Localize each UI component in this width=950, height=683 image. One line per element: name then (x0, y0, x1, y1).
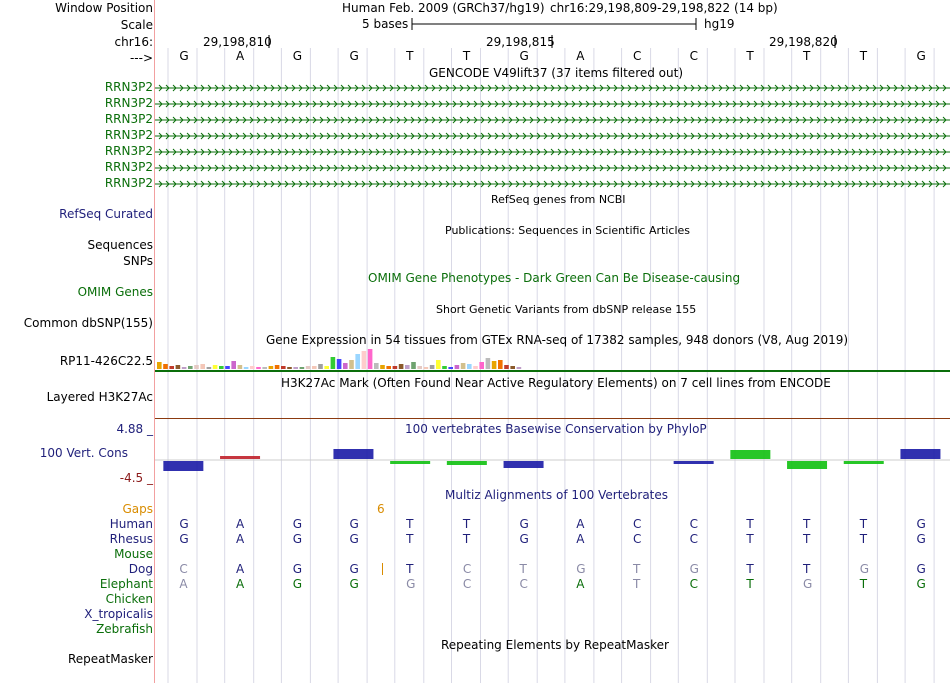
species-label[interactable]: Rhesus (109, 532, 153, 546)
chrom-label: chr16: (114, 35, 153, 49)
gtex-tissue-bar[interactable] (244, 367, 249, 369)
reference-base: T (746, 49, 754, 63)
aligned-base: G (349, 562, 359, 576)
gtex-tissue-bar[interactable] (455, 365, 460, 369)
gtex-tissue-bar[interactable] (498, 360, 503, 369)
dbsnp-title: Short Genetic Variants from dbSNP release 155 (436, 303, 697, 316)
gtex-tissue-bar[interactable] (424, 367, 429, 369)
h3k27-title: H3K27Ac Mark (Often Found Near Active Regulatory Elements) on 7 cell lines from ENCODE (281, 376, 831, 390)
species-label[interactable]: Mouse (114, 547, 153, 561)
aligned-base: G (916, 532, 926, 546)
reference-base: G (349, 49, 359, 63)
gtex-tissue-bar[interactable] (368, 349, 373, 369)
aligned-base: T (859, 517, 868, 531)
gtex-tissue-bar[interactable] (269, 366, 274, 369)
reference-base: T (462, 49, 471, 63)
coord-tick-1: 29,198,810 (203, 35, 272, 49)
assembly-name: Human Feb. 2009 (GRCh37/hg19) (342, 1, 545, 15)
aligned-base: T (746, 562, 754, 576)
gtex-tissue-bar[interactable] (163, 364, 168, 369)
aligned-base: A (236, 517, 245, 531)
aligned-base: A (576, 517, 585, 531)
aligned-base: G (519, 517, 529, 531)
aligned-base: T (462, 517, 471, 531)
aligned-base: A (236, 532, 245, 546)
gtex-tissue-bar[interactable] (300, 367, 305, 369)
gtex-tissue-bar[interactable] (486, 358, 491, 369)
gtex-tissue-bar[interactable] (448, 367, 453, 369)
gtex-tissue-bar[interactable] (411, 362, 416, 369)
gtex-tissue-bar[interactable] (238, 365, 243, 369)
reference-base: G (916, 49, 926, 63)
aligned-base: G (179, 517, 189, 531)
aligned-base: T (406, 562, 414, 576)
scale-value: 5 bases (362, 17, 409, 31)
gtex-tissue-bar[interactable] (188, 366, 193, 369)
h3k27-signal-line (155, 418, 950, 419)
gtex-tissue-bar[interactable] (318, 364, 323, 369)
aligned-base: G (292, 532, 303, 546)
gtex-tissue-bar[interactable] (479, 362, 484, 369)
gencode-item-label[interactable]: RRN3P2 (104, 80, 153, 94)
scale-label: Scale (120, 18, 153, 32)
reference-base: T (803, 49, 811, 63)
gtex-tissue-bar[interactable] (467, 364, 472, 369)
gtex-tissue-bar[interactable] (386, 366, 391, 369)
gtex-tissue-bar[interactable] (275, 365, 280, 369)
aligned-base: T (746, 577, 754, 591)
reference-base: C (632, 49, 642, 63)
gtex-gene-label[interactable]: RP11-426C22.5 (59, 354, 153, 368)
coord-tick-2: 29,198,815 (486, 35, 555, 49)
aligned-base: G (519, 532, 529, 546)
aligned-base: T (519, 562, 527, 576)
aligned-base: T (859, 577, 868, 591)
aligned-base: G (803, 577, 813, 591)
phylop-glyph (674, 461, 714, 464)
gaps-label[interactable]: Gaps (122, 502, 153, 516)
gencode-transcripts[interactable] (155, 80, 950, 190)
gencode-item-label[interactable]: RRN3P2 (104, 160, 153, 174)
gtex-tissue-bar[interactable] (399, 364, 404, 369)
gtex-tissue-bar[interactable] (182, 367, 187, 369)
gtex-tissue-bar[interactable] (504, 365, 509, 369)
gtex-tissue-bar[interactable] (293, 367, 298, 369)
phylop-glyph (504, 461, 544, 468)
gtex-tissue-bar[interactable] (436, 360, 441, 369)
gencode-title: GENCODE V49lift37 (37 items filtered out) (429, 66, 684, 80)
phylop-label[interactable]: 100 Vert. Cons (39, 446, 128, 460)
gencode-item-label[interactable]: RRN3P2 (104, 176, 153, 190)
gtex-expression-bars[interactable] (155, 347, 950, 373)
window-position-label: Window Position (55, 1, 153, 15)
aligned-base: T (632, 577, 641, 591)
multiz-title: Multiz Alignments of 100 Vertebrates (445, 488, 669, 502)
phylop-glyph (730, 450, 770, 459)
phylop-glyph (390, 461, 430, 464)
aligned-base: T (803, 562, 811, 576)
gtex-tissue-bar[interactable] (287, 367, 292, 369)
aligned-base: G (576, 562, 586, 576)
reference-base: A (576, 49, 585, 63)
gtex-tissue-bar[interactable] (517, 367, 522, 369)
aligned-base: C (179, 562, 188, 576)
reference-base: T (859, 49, 868, 63)
species-label[interactable]: Dog (128, 562, 153, 576)
aligned-base: G (859, 562, 870, 576)
gtex-tissue-bar[interactable] (492, 361, 497, 369)
gtex-tissue-bar[interactable] (461, 363, 466, 369)
gtex-tissue-bar[interactable] (374, 363, 379, 369)
gtex-tissue-bar[interactable] (417, 366, 422, 369)
reference-base: G (179, 49, 189, 63)
strand-label: ---> (129, 51, 153, 65)
aligned-base: C (632, 532, 642, 546)
aligned-base: T (632, 562, 641, 576)
gtex-tissue-bar[interactable] (231, 361, 236, 369)
refseq-label[interactable]: RefSeq Curated (59, 207, 153, 221)
coord-tick-3: 29,198,820 (769, 35, 838, 49)
species-label[interactable]: X_tropicalis (84, 607, 153, 621)
gtex-tissue-bar[interactable] (219, 366, 224, 369)
aligned-base: T (406, 517, 414, 531)
gtex-tissue-bar[interactable] (473, 366, 478, 369)
aligned-base: C (462, 577, 472, 591)
gtex-tissue-bar[interactable] (169, 366, 174, 369)
omim-title: OMIM Gene Phenotypes - Dark Green Can Be Disease-causing (368, 271, 741, 285)
repeatmasker-label[interactable]: RepeatMasker (67, 652, 153, 666)
aligned-base: A (236, 562, 245, 576)
aligned-base: A (576, 577, 585, 591)
reference-base: G (519, 49, 529, 63)
gtex-tissue-bar[interactable] (331, 357, 336, 369)
species-label[interactable]: Chicken (105, 592, 153, 606)
aligned-base: T (803, 532, 811, 546)
gtex-tissue-bar[interactable] (430, 365, 435, 369)
gtex-tissue-bar[interactable] (349, 360, 354, 369)
aligned-base: G (292, 517, 303, 531)
gtex-tissue-bar[interactable] (281, 366, 286, 369)
aligned-base: T (746, 532, 754, 546)
aligned-base: A (576, 532, 585, 546)
aligned-base: C (689, 532, 699, 546)
phylop-logo[interactable] (155, 447, 950, 477)
reference-base: C (689, 49, 699, 63)
gtex-tissue-bar[interactable] (355, 354, 360, 369)
omim-label[interactable]: OMIM Genes (77, 285, 153, 299)
gencode-item-label[interactable]: RRN3P2 (104, 128, 153, 142)
phylop-glyph (333, 449, 373, 459)
gtex-tissue-bar[interactable] (362, 351, 367, 369)
gencode-item-label[interactable]: RRN3P2 (104, 144, 153, 158)
reference-base: A (236, 49, 245, 63)
aligned-base: G (689, 562, 699, 576)
phylop-glyph (900, 449, 940, 459)
scale-db: hg19 (704, 17, 735, 31)
aligned-base: A (236, 577, 245, 591)
aligned-base: G (349, 517, 359, 531)
aligned-base: G (349, 577, 359, 591)
aligned-base: G (916, 517, 926, 531)
aligned-base: T (746, 517, 754, 531)
scale-bar (410, 17, 700, 31)
aligned-base: T (859, 532, 868, 546)
refseq-title: RefSeq genes from NCBI (491, 193, 626, 206)
gencode-item-label[interactable]: RRN3P2 (104, 112, 153, 126)
phylop-glyph (220, 456, 260, 459)
gtex-tissue-bar[interactable] (510, 366, 515, 369)
aligned-base: A (179, 577, 188, 591)
dbsnp-label[interactable]: Common dbSNP(155) (23, 316, 153, 330)
repeatmasker-title: Repeating Elements by RepeatMasker (441, 638, 669, 652)
position-readout: chr16:29,198,809-29,198,822 (14 bp) (550, 1, 778, 15)
gtex-tissue-bar[interactable] (207, 367, 212, 369)
gtex-tissue-bar[interactable] (442, 366, 447, 369)
phylop-glyph (447, 461, 487, 465)
gtex-tissue-bar[interactable] (380, 365, 385, 369)
aligned-base: G (916, 577, 926, 591)
aligned-base: G (406, 577, 416, 591)
insertion-marker (382, 563, 383, 575)
gtex-tissue-bar[interactable] (405, 365, 410, 369)
reference-base: T (406, 49, 414, 63)
gtex-tissue-bar[interactable] (225, 366, 230, 369)
aligned-base: G (349, 532, 359, 546)
aligned-base: G (916, 562, 926, 576)
aligned-base: C (519, 577, 528, 591)
aligned-base: T (803, 517, 811, 531)
phylop-max-label: 4.88 _ (116, 422, 153, 436)
aligned-base: G (292, 577, 303, 591)
phylop-glyph (787, 461, 827, 469)
gtex-tissue-bar[interactable] (256, 367, 261, 369)
gtex-tissue-bar[interactable] (250, 366, 255, 369)
gtex-tissue-bar[interactable] (306, 366, 311, 369)
aligned-base: C (462, 562, 472, 576)
gtex-tissue-bar[interactable] (176, 365, 181, 369)
aligned-base: G (292, 562, 303, 576)
gtex-tissue-bar[interactable] (157, 362, 162, 369)
reference-base: G (292, 49, 303, 63)
species-label[interactable]: Zebrafish (96, 622, 153, 636)
aligned-base: C (632, 517, 642, 531)
gtex-title: Gene Expression in 54 tissues from GTEx RNA-seq of 17382 samples, 948 donors (V8, Aug 2019) (266, 333, 849, 347)
gtex-tissue-bar[interactable] (194, 365, 199, 369)
gtex-tissue-bar[interactable] (337, 359, 342, 369)
phylop-title: 100 vertebrates Basewise Conservation by PhyloP (405, 422, 707, 436)
gtex-tissue-bar[interactable] (312, 366, 317, 369)
gap-count: 6 (377, 502, 385, 516)
aligned-base: G (179, 532, 189, 546)
gencode-item-label[interactable]: RRN3P2 (104, 96, 153, 110)
gtex-tissue-bar[interactable] (262, 367, 267, 369)
aligned-base: C (689, 577, 699, 591)
gtex-tissue-bar[interactable] (213, 365, 218, 369)
publications-title: Publications: Sequences in Scientific Articles (445, 224, 690, 237)
gtex-tissue-bar[interactable] (200, 364, 205, 369)
species-label[interactable]: Elephant (99, 577, 153, 591)
h3k27-label[interactable]: Layered H3K27Ac (46, 390, 153, 404)
gtex-tissue-bar[interactable] (343, 363, 348, 369)
phylop-glyph (163, 461, 203, 471)
phylop-min-label: -4.5 _ (119, 471, 153, 485)
snps-label[interactable]: SNPs (123, 254, 153, 268)
aligned-base: T (406, 532, 414, 546)
aligned-base: C (689, 517, 699, 531)
phylop-glyph (844, 461, 884, 464)
coord-tick-marks (0, 34, 950, 50)
species-label[interactable]: Human (109, 517, 153, 531)
gtex-tissue-bar[interactable] (324, 366, 329, 369)
gtex-tissue-bar[interactable] (393, 366, 398, 369)
aligned-base: T (462, 532, 471, 546)
sequences-label[interactable]: Sequences (87, 238, 153, 252)
